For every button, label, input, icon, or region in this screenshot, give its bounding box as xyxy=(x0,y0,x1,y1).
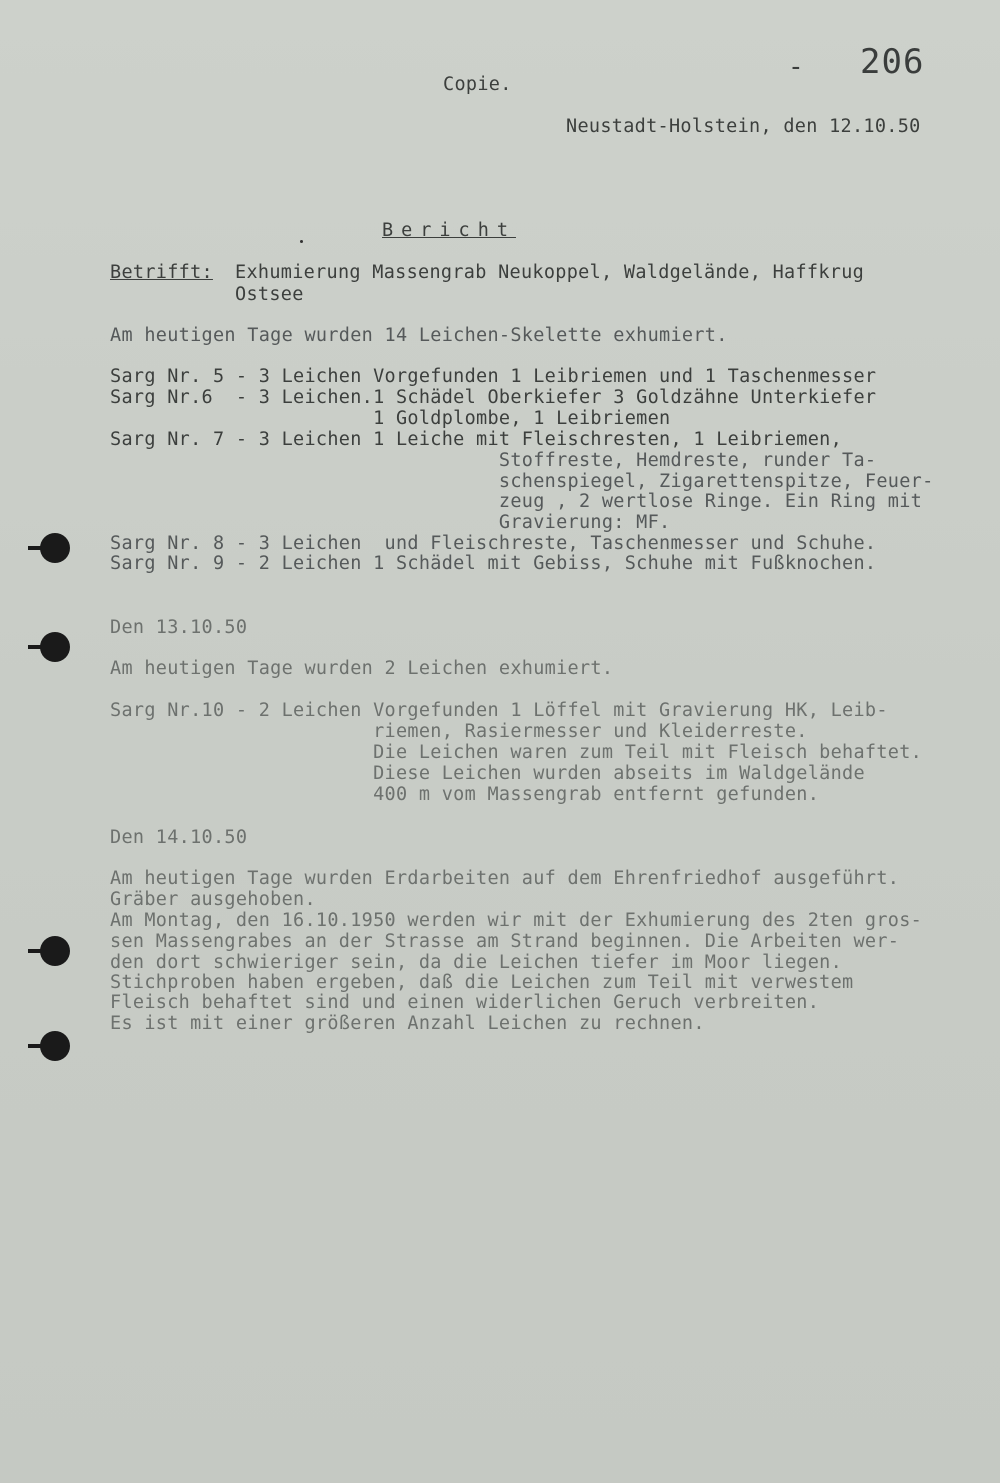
day3-line: Am Montag, den 16.10.1950 werden wir mit der Exhumierung des 2ten gros- xyxy=(110,910,923,931)
day2-line: riemen, Rasiermesser und Kleiderreste. xyxy=(110,721,808,742)
page-dash: - xyxy=(788,52,804,82)
day1-line: Stoffreste, Hemdreste, runder Ta- xyxy=(110,450,877,471)
subject-line-1: Exhumierung Massengrab Neukoppel, Waldgelände, Haffkrug xyxy=(235,262,865,283)
day2-intro: Am heutigen Tage wurden 2 Leichen exhumiert. xyxy=(110,658,614,679)
day1-line: Sarg Nr. 7 - 3 Leichen 1 Leiche mit Fleischresten, 1 Leibriemen, xyxy=(110,429,843,450)
day2-line: Diese Leichen wurden abseits im Waldgelände xyxy=(110,763,865,784)
punch-hole xyxy=(40,936,70,966)
day3-line: Am heutigen Tage wurden Erdarbeiten auf dem Ehrenfriedhof ausgeführt. xyxy=(110,868,900,889)
day3-line: Gräber ausgehoben. xyxy=(110,889,316,910)
day3-line: Es ist mit einer größeren Anzahl Leichen zu rechnen. xyxy=(110,1013,705,1034)
day3-line: Stichproben haben ergeben, daß die Leichen zum Teil mit verwestem xyxy=(110,972,854,993)
day2-line: Sarg Nr.10 - 2 Leichen Vorgefunden 1 Löffel mit Gravierung HK, Leib- xyxy=(110,700,888,721)
day1-line: Sarg Nr.6 - 3 Leichen.1 Schädel Oberkiefer 3 Goldzähne Unterkiefer xyxy=(110,387,877,408)
day2-line: 400 m vom Massengrab entfernt gefunden. xyxy=(110,784,820,805)
day3-date: Den 14.10.50 xyxy=(110,827,248,848)
report-title: Bericht xyxy=(382,220,516,241)
subject-label: Betrifft: xyxy=(110,262,213,283)
day1-intro: Am heutigen Tage wurden 14 Leichen-Skelette exhumiert. xyxy=(110,325,728,346)
punch-hole xyxy=(40,1031,70,1061)
day2-date: Den 13.10.50 xyxy=(110,617,248,638)
day3-line: sen Massengrabes an der Strasse am Strand beginnen. Die Arbeiten wer- xyxy=(110,931,900,952)
day1-line: Sarg Nr. 8 - 3 Leichen und Fleischreste, Taschenmesser und Schuhe. xyxy=(110,533,877,554)
day1-line: Sarg Nr. 5 - 3 Leichen Vorgefunden 1 Leibriemen und 1 Taschenmesser xyxy=(110,366,877,387)
day1-line: Gravierung: MF. xyxy=(110,512,671,533)
day1-line: zeug , 2 wertlose Ringe. Ein Ring mit xyxy=(110,491,923,512)
day3-line: Fleisch behaftet sind und einen widerlichen Geruch verbreiten. xyxy=(110,992,820,1013)
day1-line: Sarg Nr. 9 - 2 Leichen 1 Schädel mit Gebiss, Schuhe mit Fußknochen. xyxy=(110,553,877,574)
page-number: 206 xyxy=(860,42,925,82)
day1-line: 1 Goldplombe, 1 Leibriemen xyxy=(110,408,671,429)
copy-label: Copie. xyxy=(443,74,512,95)
punch-hole xyxy=(40,632,70,662)
speck xyxy=(300,240,303,243)
day3-line: den dort schwieriger sein, da die Leichen tiefer im Moor liegen. xyxy=(110,952,843,973)
day2-line: Die Leichen waren zum Teil mit Fleisch behaftet. xyxy=(110,742,923,763)
subject-line-2: Ostsee xyxy=(235,284,304,305)
day1-line: schenspiegel, Zigarettenspitze, Feuer- xyxy=(110,471,934,492)
place-date: Neustadt-Holstein, den 12.10.50 xyxy=(566,116,921,137)
punch-hole xyxy=(40,533,70,563)
